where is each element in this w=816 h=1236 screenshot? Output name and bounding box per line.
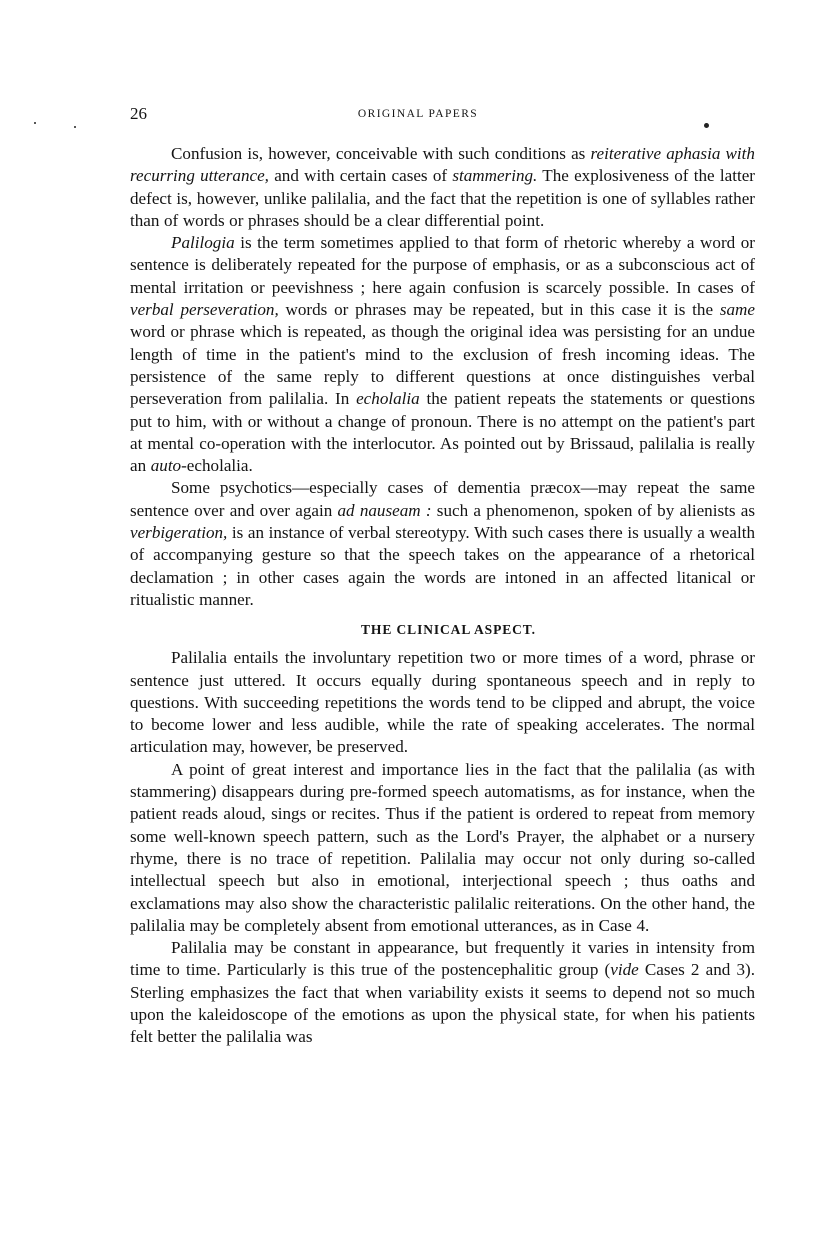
text: Confusion is, however, conceivable with such conditions as [171,144,591,163]
text: Palilalia entails the involuntary repetition two or more times of a word, phrase or sentence just uttered. It occurs equally during spontaneous speech and in reply to questions. With succeeding repetitions the words tend to be clipped and abrupt, the voice to become lower and less audible, while the rate of speaking accelerates. The normal articulation may, however, be preserved. [130,648,755,757]
text: such a phenomenon, spoken of by alienists as [431,500,755,520]
scan-speck [74,126,76,128]
section-heading: THE CLINICAL ASPECT. [361,622,536,638]
paragraph-automatisms [130,759,755,937]
paragraph-palilogia [130,232,755,477]
italic-term: verbal perseveration, [130,300,279,320]
italic-term: reiterative aphasia with recurring utterance, [130,144,755,186]
text: words or phrases may be repeated, but in this case it is the [278,300,720,320]
italic-term: Palilogia [171,233,235,253]
body-text [130,143,755,1049]
italic-term: same [719,300,755,320]
italic-term: stammering. [452,166,538,186]
text: -echolalia. [181,456,253,476]
scan-speck [34,122,36,124]
italic-term: ad nauseam : [337,500,432,520]
paragraph-clinical-definition [130,647,755,758]
paragraph-confusion [130,143,755,232]
italic-term: verbigeration, [130,523,228,543]
page-number: 26 [130,104,147,123]
running-head: ORIGINAL PAPERS [357,108,479,120]
paragraph-psychotics [130,477,755,611]
text: Palilalia may be constant in appearance, but frequently it varies in intensity from time to time. Particularly is this true of the postencephalitic group ( [130,938,755,980]
text: the patient repeats the statements or questions put to him, with or without a change of pronoun. There is no attempt on the patient's part at mental co-operation with the interlocutor. As pointed out by Brissaud, palilalia is really an [130,389,755,476]
text: is an instance of verbal stereotypy. With such cases there is usually a wealth of accompanying gesture so that the speech takes on the appearance of a rhetorical declamation ; in other cases again the words are intoned in an affected litanical or ritualistic manner. [130,523,755,609]
italic-term: echolalia [356,389,420,409]
text: Some psychotics—especially cases of dementia præcox—may repeat the same sentence over and over again [130,478,755,520]
text: A point of great interest and importance lies in the fact that the palilalia (as with stammering) disappears during pre-formed speech automatisms, as for instance, when the patient reads aloud, sings or recites. Thus if the patient is ordered to repeat from memory some well-known speech pattern, such as the Lord's Prayer, the alphabet or a nursery rhyme, there is no trace of repetition. Palilalia may occur not only during so-called intellectual speech but also in emotional, interjectional speech ; thus oaths and exclamations may also show the characteristic palilalic reiterations. On the other hand, the palilalia may be completely absent from emotional utterances, as in Case 4. [130,759,755,935]
italic-term: vide [610,960,639,980]
text: Cases 2 and 3). Sterling emphasizes the fact that when variability exists it seems to depend not so much upon the kaleidoscope of the emotions as upon the physical state, for when his patients felt better the palilalia was [130,960,755,1047]
scan-speck [704,123,709,128]
text: and with certain cases of [268,166,453,186]
text: is the term sometimes applied to that form of rhetoric whereby a word or sentence is deliberately repeated for the purpose of emphasis, or as a subconscious act of mental irritation or peevishness ; here again confusion is scarcely possible. In cases of [130,233,755,297]
text: The explosiveness of the latter defect is, however, unlike palilalia, and the fact that the repetition is one of syllables rather than of words or phrases should be a clear differential point. [130,166,755,230]
italic-term: auto [150,456,182,476]
text: word or phrase which is repeated, as though the original idea was persisting for an undue length of time in the patient's mind to the exclusion of fresh incoming ideas. The persistence of the same reply to different questions at once distinguishes verbal perseveration from palilalia. In [130,322,755,409]
paragraph-variability [130,937,755,1048]
